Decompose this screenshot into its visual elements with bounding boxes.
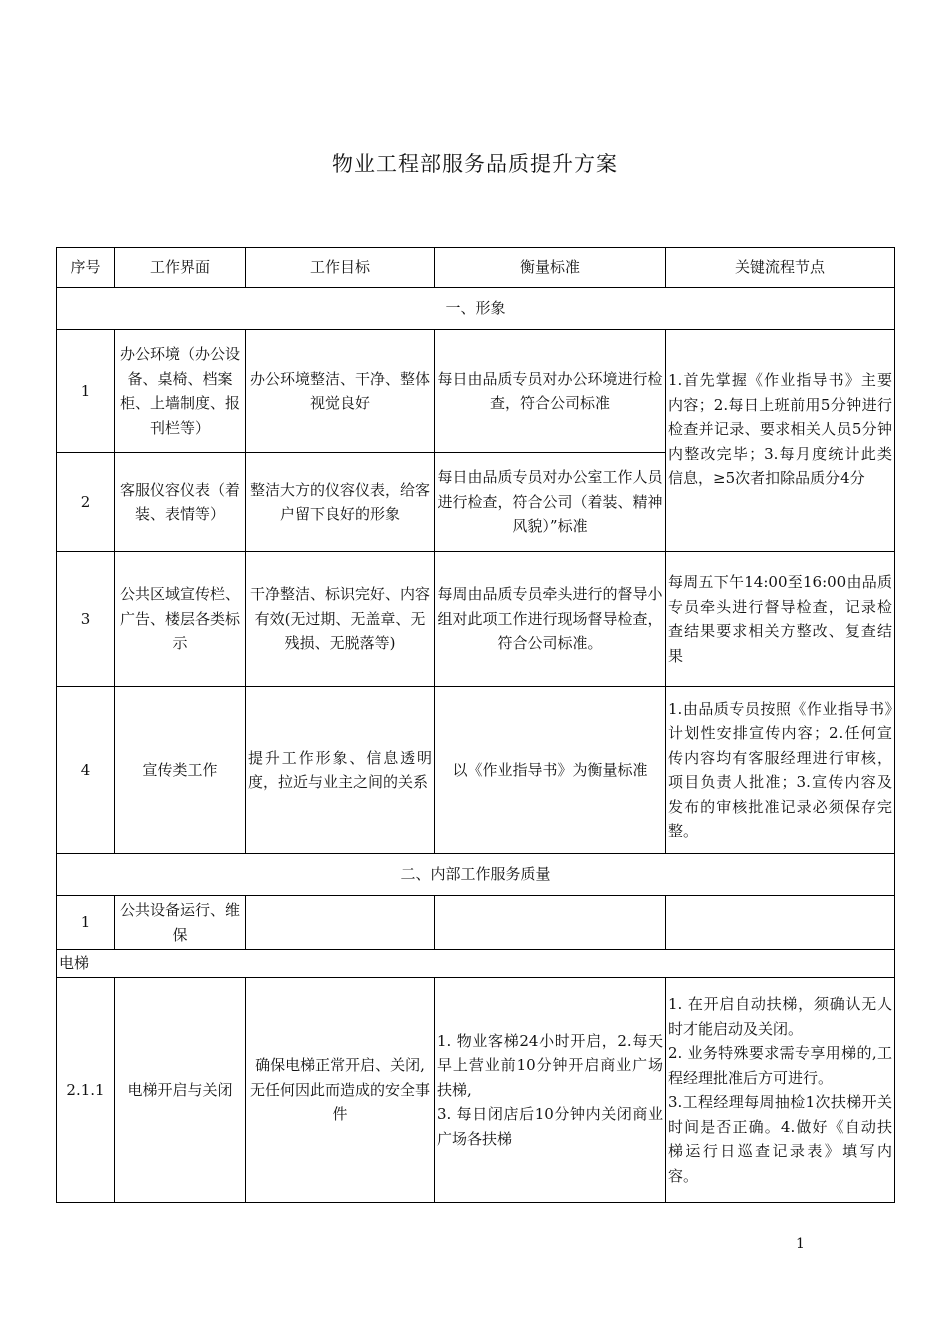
process-line: 1. 在开启自动扶梯，须确认无人时才能启动及关闭。 <box>668 995 892 1038</box>
row-no: 1 <box>57 896 115 950</box>
row-process: 1.首先掌握《作业指导书》主要内容；2.每日上班前用5分钟进行检查并记录、要求相关人员5分钟内整改完毕；3.每月度统计此类信息，≥5次者扣除品质分4分 <box>666 330 895 552</box>
elevator-label: 电梯 <box>57 950 895 978</box>
row-goal: 办公环境整洁、干净、整体视觉良好 <box>246 330 435 453</box>
page-number: 1 <box>796 1236 805 1252</box>
row-goal: 整洁大方的仪容仪表，给客户留下良好的形象 <box>246 453 435 552</box>
standard-line: 3. 每日闭店后10分钟内关闭商业广场各扶梯 <box>437 1105 663 1148</box>
header-interface: 工作界面 <box>115 248 246 288</box>
header-goal: 工作目标 <box>246 248 435 288</box>
row-interface: 公共区域宣传栏、广告、楼层各类标示 <box>115 552 246 687</box>
row-process: 每周五下午14:00至16:00由品质专员牵头进行督导检查，记录检查结果要求相关方整改、复查结果 <box>666 552 895 687</box>
row-interface: 公共设备运行、维保 <box>115 896 246 950</box>
row-goal <box>246 896 435 950</box>
page-title: 物业工程部服务品质提升方案 <box>332 152 618 176</box>
row-process: 1.由品质专员按照《作业指导书》计划性安排宣传内容；2.任何宣传内容均有客服经理进行审核，项目负责人批准；3.宣传内容及发布的审核批准记录必须保存完整。 <box>666 687 895 854</box>
section-row-image <box>57 288 895 330</box>
row-goal: 提升工作形象、信息透明度，拉近与业主之间的关系 <box>246 687 435 854</box>
row-standard: 每日由品质专员对办公室工作人员进行检查，符合公司（着装、精神风貌）”标准 <box>435 453 666 552</box>
elevator-label-row <box>57 950 895 978</box>
row-process <box>666 978 895 1203</box>
section-title-service: 二、内部工作服务质量 <box>57 854 895 896</box>
header-no: 序号 <box>57 248 115 288</box>
row-interface: 客服仪容仪表（着装、表情等） <box>115 453 246 552</box>
table-row <box>57 896 895 950</box>
row-interface: 办公环境（办公设备、桌椅、档案柜、上墙制度、报刊栏等） <box>115 330 246 453</box>
process-line: 2. 业务特殊要求需专享用梯的,工程经理批准后方可进行。 <box>668 1044 892 1087</box>
row-standard: 以《作业指导书》为衡量标准 <box>435 687 666 854</box>
table-row <box>57 552 895 687</box>
row-no: 2 <box>57 453 115 552</box>
quality-plan-table <box>56 247 895 1203</box>
row-goal: 确保电梯正常开启、关闭,无任何因此而造成的安全事件 <box>246 978 435 1203</box>
header-standard: 衡量标准 <box>435 248 666 288</box>
process-line: 3.工程经理每周抽检1次扶梯开关时间是否正确。4.做好《自动扶梯运行日巡查记录表》填写内容。 <box>668 1093 892 1185</box>
row-interface: 宣传类工作 <box>115 687 246 854</box>
row-standard: 每日由品质专员对办公环境进行检查，符合公司标准 <box>435 330 666 453</box>
row-interface: 电梯开启与关闭 <box>115 978 246 1203</box>
row-no: 3 <box>57 552 115 687</box>
row-standard: 每周由品质专员牵头进行的督导小组对此项工作进行现场督导检查，符合公司标准。 <box>435 552 666 687</box>
row-standard <box>435 978 666 1203</box>
header-process: 关键流程节点 <box>666 248 895 288</box>
table-row <box>57 978 895 1203</box>
table-row <box>57 330 895 453</box>
table-header-row <box>57 248 895 288</box>
row-no: 4 <box>57 687 115 854</box>
table-row <box>57 687 895 854</box>
section-title-image: 一、形象 <box>57 288 895 330</box>
row-no: 2.1.1 <box>57 978 115 1203</box>
section-row-service <box>57 854 895 896</box>
row-goal: 干净整洁、标识完好、内容有效(无过期、无盖章、无残损、无脱落等) <box>246 552 435 687</box>
row-process <box>666 896 895 950</box>
row-no: 1 <box>57 330 115 453</box>
standard-line: 1. 物业客梯24小时开启，2.每天早上营业前10分钟开启商业广场扶梯, <box>437 1031 663 1099</box>
row-standard <box>435 896 666 950</box>
